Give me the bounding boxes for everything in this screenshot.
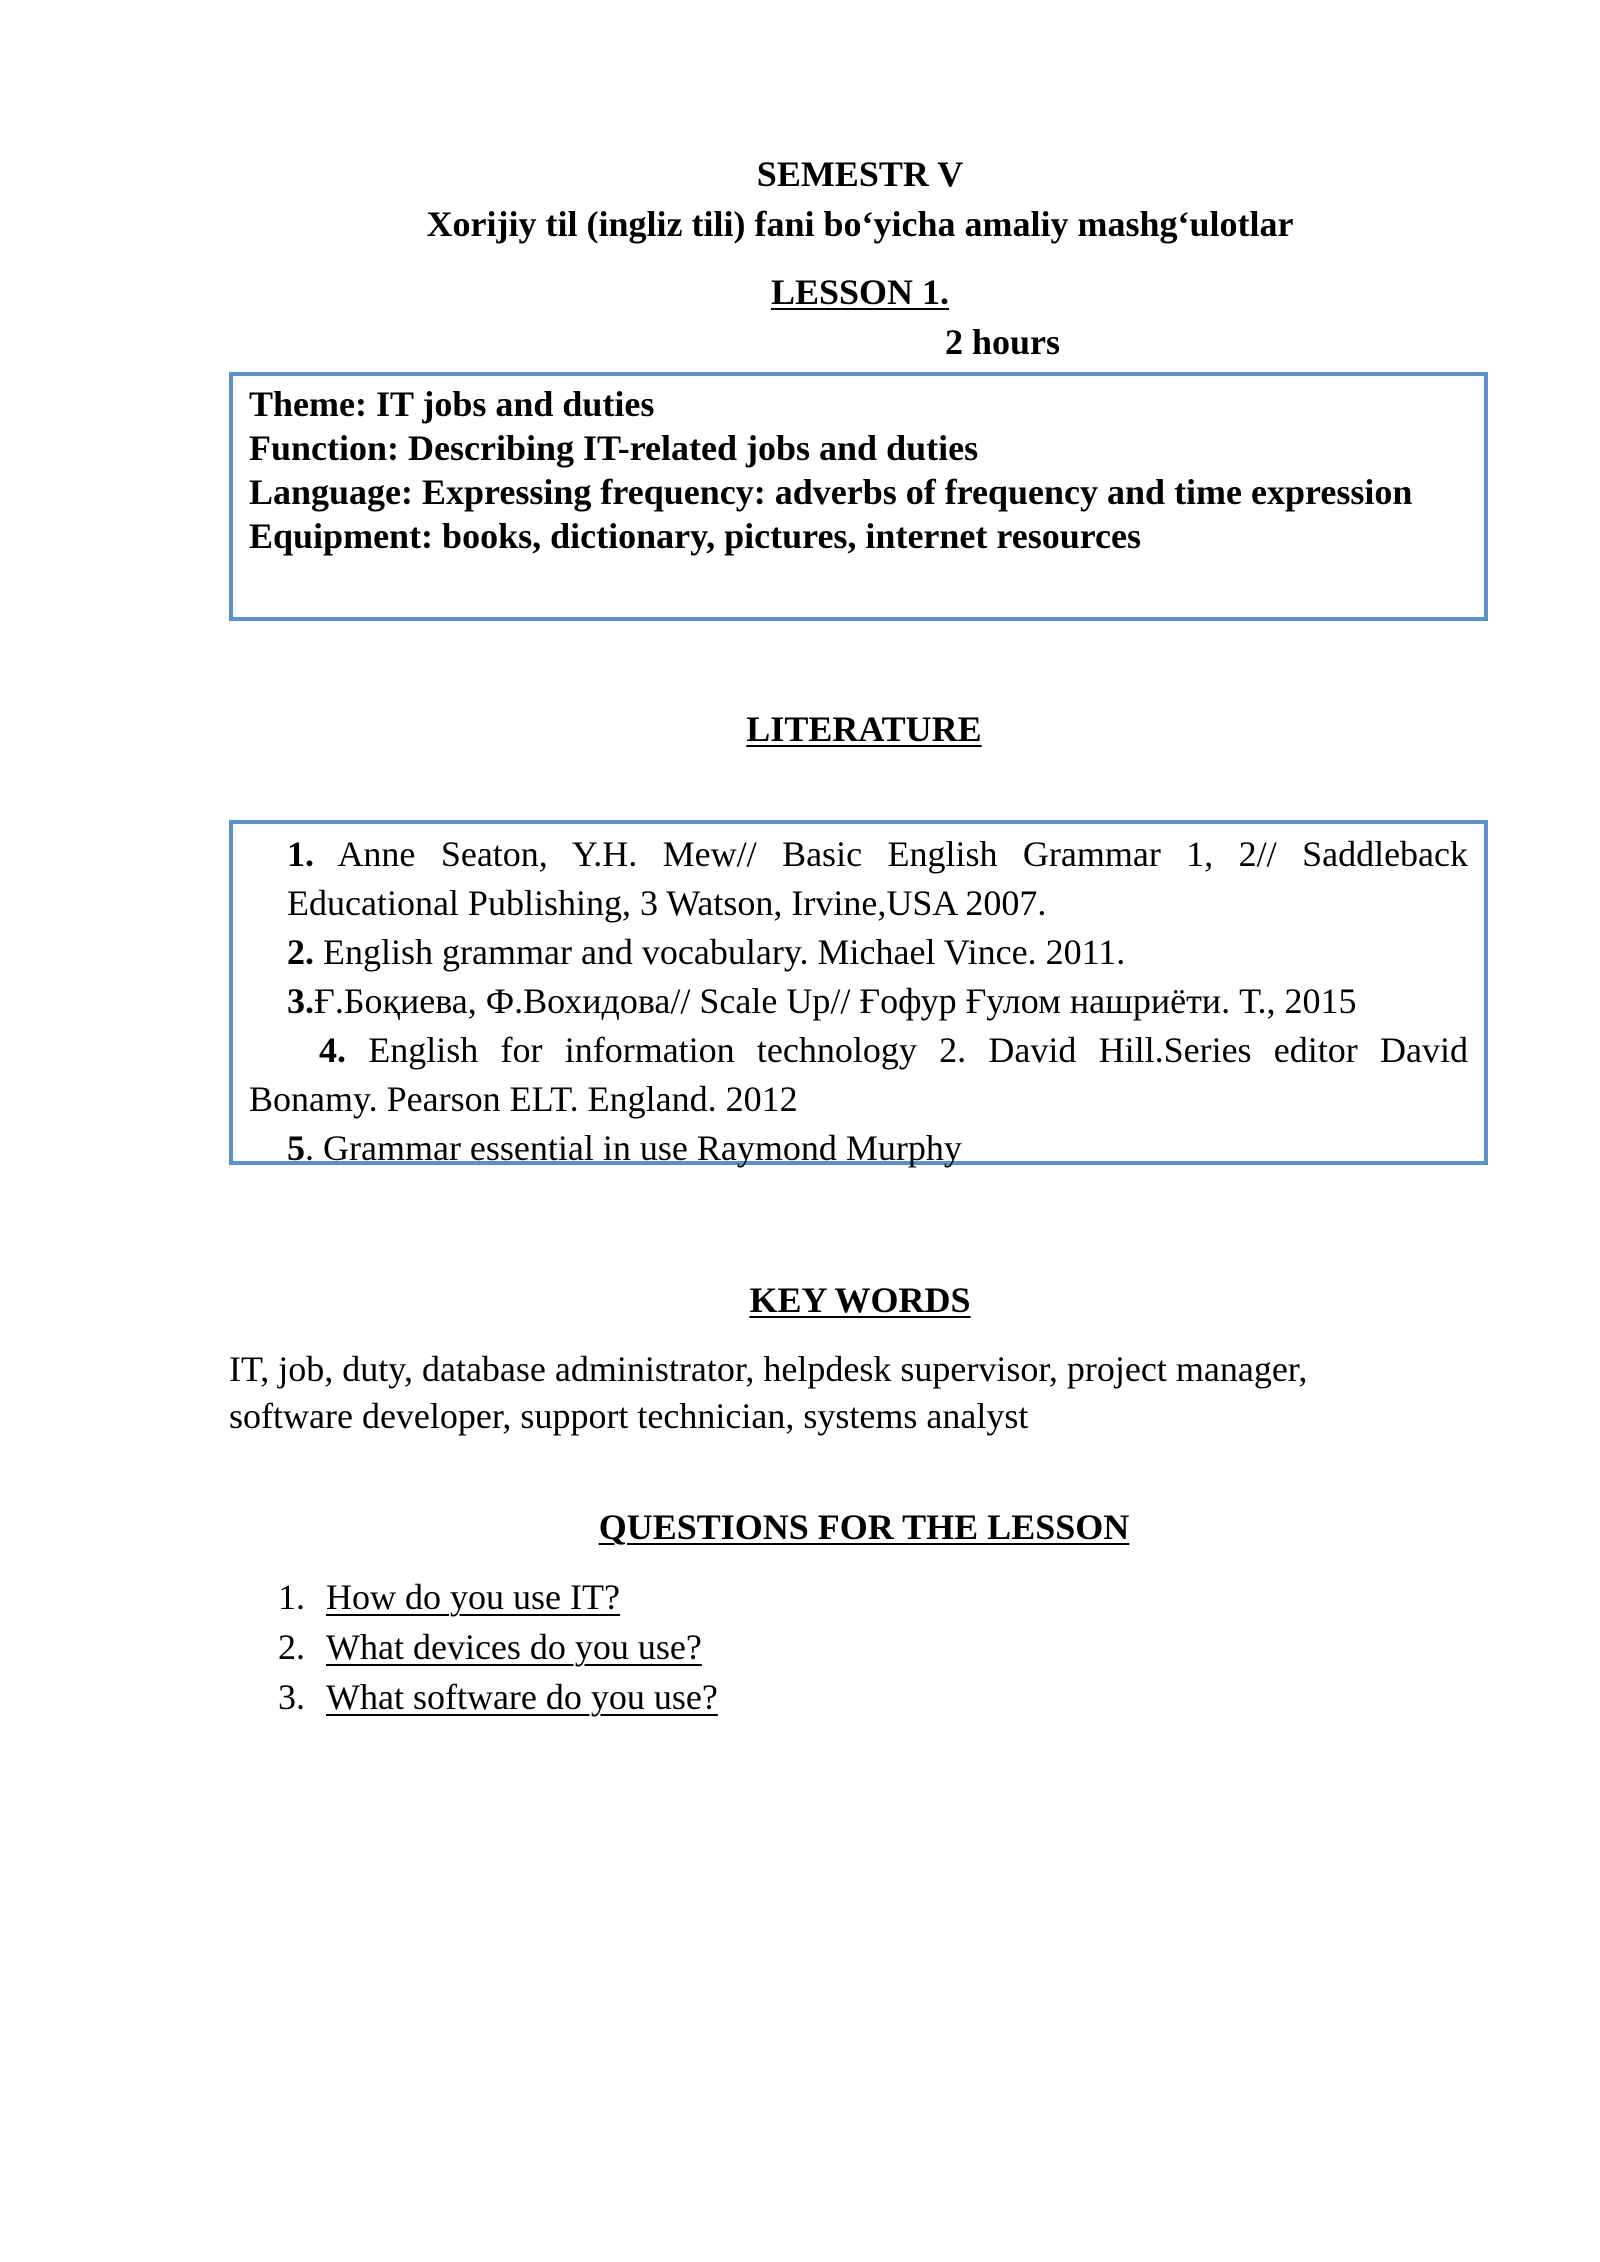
lesson-info-box	[229, 372, 1488, 621]
literature-item-1-text1: Anne Seaton, Y.H. Mew// Basic English Grammar 1, 2// Saddleback	[337, 834, 1469, 874]
question-1-text: How do you use IT?	[326, 1577, 620, 1617]
literature-heading-text: LITERATURE	[746, 709, 982, 749]
literature-item-5	[249, 1124, 1468, 1173]
keywords-heading-text: KEY WORDS	[749, 1280, 971, 1320]
questions-heading-text: QUESTIONS FOR THE LESSON	[598, 1507, 1130, 1547]
question-item-1	[278, 1572, 1078, 1622]
keywords-text	[229, 1346, 1429, 1440]
literature-item-3-number: 3.	[287, 981, 314, 1021]
literature-item-4-text1: English for information technology 2. David Hill.Series editor David	[368, 1030, 1468, 1070]
literature-heading	[0, 707, 1600, 751]
literature-item-2-text: English grammar and vocabulary. Michael Vince. 2011.	[323, 932, 1126, 972]
literature-item-3-text: Ғ.Боқиева, Ф.Вохидова// Scale Up// Ғофур Ғулом нашриёти. Т., 2015	[314, 981, 1357, 1021]
literature-item-1-line2: Educational Publishing, 3 Watson, Irvine,USA 2007.	[287, 883, 1047, 923]
literature-item-4-line2: Bonamy. Pearson ELT. England. 2012	[249, 1079, 798, 1119]
subject-title: Xorijiy til (ingliz tili) fani bo‘yicha amaliy mashg‘ulotlar	[426, 204, 1294, 244]
semester-title: SEMESTR V	[756, 154, 964, 194]
literature-box	[229, 820, 1488, 1168]
question-3-number: 3.	[278, 1677, 305, 1717]
literature-item-5-text: . Grammar essential in use Raymond Murphy	[305, 1128, 962, 1168]
literature-item-4-line1	[249, 1026, 1468, 1075]
theme-line: Theme: IT jobs and duties	[249, 384, 655, 424]
literature-item-3	[249, 977, 1468, 1026]
literature-item-1	[249, 830, 1468, 928]
questions-heading	[0, 1505, 1600, 1549]
question-1-number: 1.	[278, 1577, 305, 1617]
literature-item-4	[249, 1026, 1468, 1124]
literature-item-1-number: 1.	[287, 834, 314, 874]
literature-item-5-number: 5	[287, 1128, 305, 1168]
literature-item-2-number: 2.	[287, 932, 314, 972]
keywords-heading	[0, 1278, 1600, 1322]
lesson-title-text: LESSON 1.	[770, 272, 950, 312]
question-2-text: What devices do you use?	[326, 1627, 702, 1667]
keywords-line-2: software developer, support technician, systems analyst	[229, 1396, 1029, 1436]
equipment-line: Equipment: books, dictionary, pictures, internet resources	[249, 516, 1142, 556]
keywords-line-1: IT, job, duty, database administrator, helpdesk supervisor, project manager,	[229, 1349, 1308, 1389]
question-item-2	[278, 1622, 1078, 1672]
lesson-hours: 2 hours	[945, 322, 1061, 362]
lesson-title	[0, 270, 1600, 314]
question-2-number: 2.	[278, 1627, 305, 1667]
literature-item-1-line1	[287, 830, 1468, 879]
language-line: Language: Expressing frequency: adverbs of frequency and time expression	[249, 472, 1413, 512]
questions-list	[278, 1572, 1078, 1722]
question-3-text: What software do you use?	[326, 1677, 718, 1717]
literature-item-4-number: 4.	[319, 1030, 346, 1070]
literature-item-2	[249, 928, 1468, 977]
function-line: Function: Describing IT-related jobs and duties	[249, 428, 979, 468]
question-item-3	[278, 1672, 1078, 1722]
